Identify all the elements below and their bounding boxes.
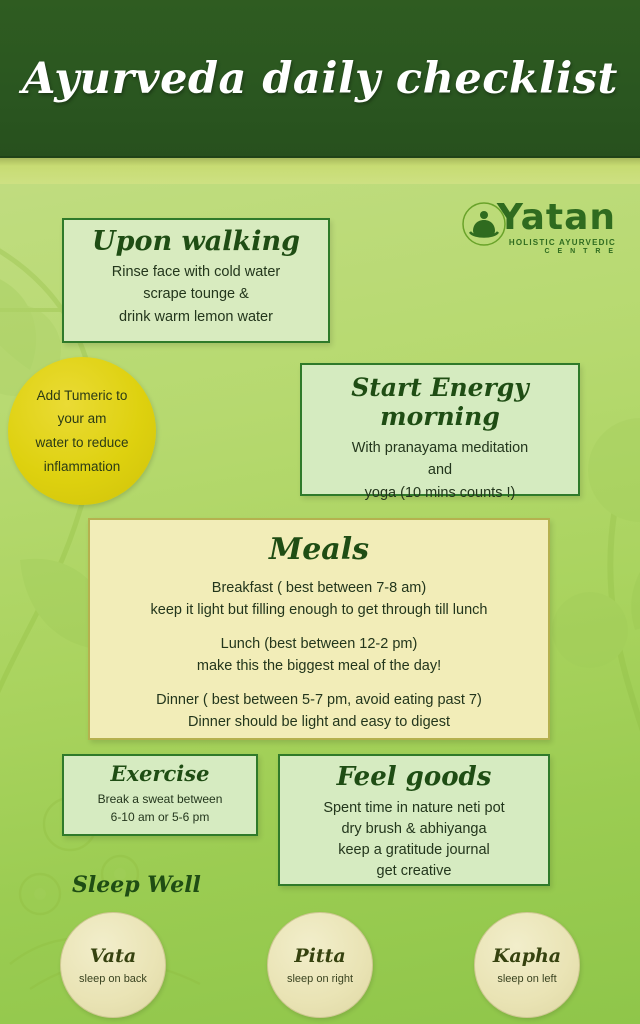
card-tumeric-line: water to reduce [35,435,129,450]
meal-line: keep it light but filling enough to get through till lunch [150,602,488,619]
card-meals [88,518,550,740]
card-feel-goods-line: keep a gratitude journal [338,842,490,859]
meal-line: make this the biggest meal of the day! [196,658,442,675]
card-feel-goods-title: Feel goods [336,762,492,792]
meal-line: Lunch (best between 12-2 pm) [220,635,418,652]
card-energy-line: yoga (10 mins counts !) [364,484,516,501]
dosha-name: Vata [89,945,137,967]
card-upon-walking-body [64,261,328,328]
dosha-note: sleep on left [497,973,557,985]
card-meals-body [90,577,548,734]
card-feel-goods-body [280,798,548,882]
card-exercise-title: Exercise [110,761,210,786]
card-energy-line: and [427,462,453,479]
card-energy-title: Start Energy morning [351,373,529,431]
meal-breakfast [90,577,548,622]
card-upon-walking-line: scrape tounge & [143,286,249,303]
meal-line: Breakfast ( best between 7-8 am) [211,580,427,596]
dosha-vata [60,912,166,1018]
logo-name: Yatan [496,197,616,238]
card-exercise [62,754,258,836]
card-energy-body [302,437,578,504]
card-upon-walking-title: Upon walking [92,226,300,257]
card-tumeric-line: Add Tumeric to [36,387,128,403]
meal-lunch [90,633,548,678]
meal-dinner [90,689,548,734]
dosha-note: sleep on back [79,973,147,985]
card-tumeric-line: your am [57,411,107,427]
card-feel-goods-line: dry brush & abhiyanga [341,821,487,838]
card-energy-line: With pranayama meditation [351,440,529,456]
card-upon-walking-line: drink warm lemon water [119,308,273,325]
card-feel-goods-line: Spent time in nature neti pot [323,800,505,816]
card-tumeric-line: inflammation [43,458,121,474]
meditation-figure-icon [462,202,506,246]
card-exercise-line: Break a sweat between [97,792,223,806]
card-upon-walking [62,218,330,343]
card-tumeric-body [21,384,142,479]
card-exercise-line: 6-10 am or 5-6 pm [110,810,210,824]
meal-line: Dinner should be light and easy to digest [188,714,450,731]
brand-logo [452,197,622,255]
logo-tagline-1: HOLISTIC AYURVEDIC [508,238,616,247]
card-meals-title: Meals [268,532,370,567]
dosha-pitta [267,912,373,1018]
card-tumeric-tip [8,357,156,505]
dosha-row [60,912,580,1018]
card-feel-goods [278,754,550,886]
card-feel-goods-line: get creative [376,863,452,880]
logo-tagline-2: C E N T R E [544,248,616,255]
sleep-well-heading: Sleep Well [72,872,201,898]
dosha-name: Kapha [492,945,562,967]
card-exercise-body [64,790,256,826]
dosha-kapha [474,912,580,1018]
card-upon-walking-line: Rinse face with cold water [111,264,281,280]
page-title: Ayurveda daily checklist [22,54,618,104]
poster-header [0,0,640,158]
card-start-energy-morning [300,363,580,501]
dosha-note: sleep on right [286,973,354,985]
meal-line: Dinner ( best between 5-7 pm, avoid eating past 7) [156,691,482,708]
dosha-name: Pitta [294,945,346,967]
